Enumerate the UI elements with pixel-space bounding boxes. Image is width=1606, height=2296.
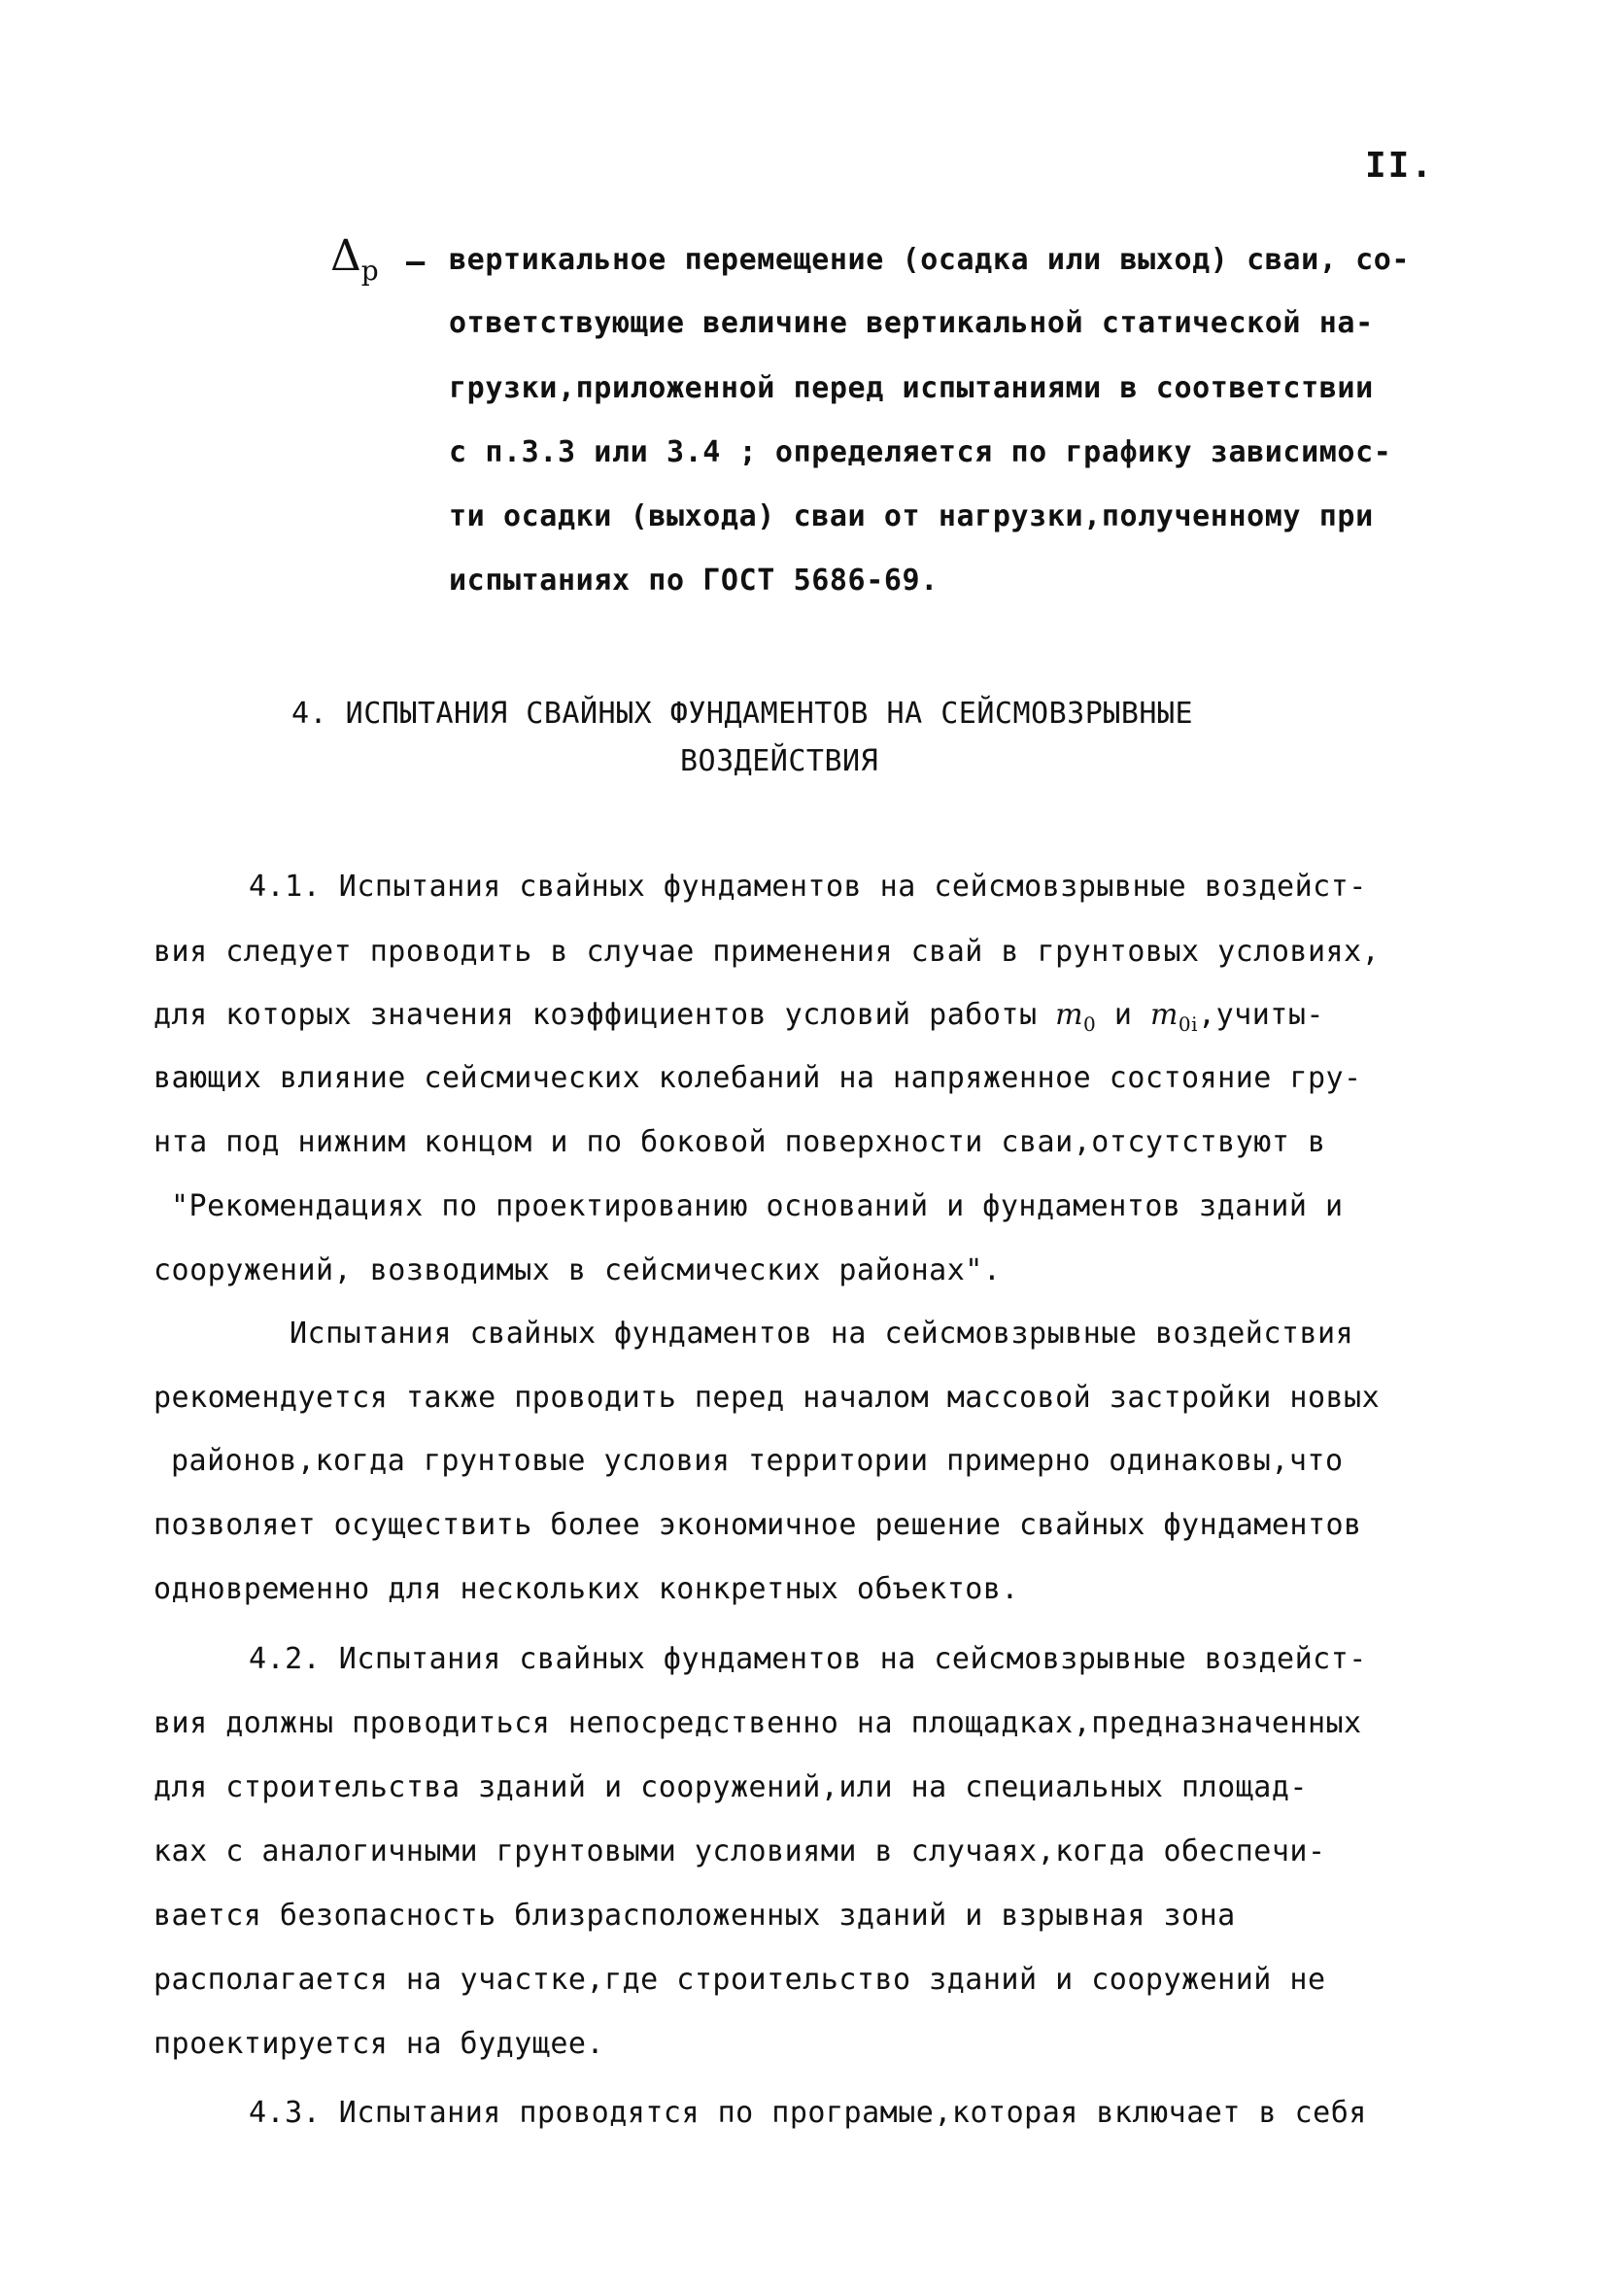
definition-line: с п.3.3 или 3.4 ; определяется по графику зависимос- [449, 435, 1392, 469]
definition-line: ти осадки (выхода) сваи от нагрузки,полученному при [449, 499, 1374, 533]
paragraph-line: одновременно для нескольких конкретных объектов. [154, 1572, 1019, 1606]
paragraph-4-3-line: 4.3. Испытания проводятся по програмые,которая включает в себя [249, 2096, 1367, 2130]
paragraph-4-2-line: вия должны проводиться непосредственно на площадках,предназначенных [154, 1706, 1362, 1740]
definition-line: грузки,приложенной перед испытаниями в соответствии [449, 371, 1374, 405]
paragraph-4-1-line: "Рекомендациях по проектированию оснований и фундаментов зданий и [171, 1189, 1344, 1223]
paragraph-4-1-line: вающих влияние сейсмических колебаний на напряженное состояние гру- [154, 1061, 1362, 1095]
section-heading: 4. ИСПЫТАНИЯ СВАЙНЫХ ФУНДАМЕНТОВ НА СЕЙСМОВЗРЫВНЫЕ [291, 697, 1194, 731]
paragraph-line: позволяет осуществить более экономичное решение свайных фундаментов [154, 1508, 1362, 1542]
paragraph-4-2-line: проектируется на будущее. [154, 2027, 605, 2061]
coefficient-m0i: $m_{0i}$ [1149, 998, 1199, 1036]
paragraph-line: районов,когда грунтовые условия территории примерно одинаковы,что [171, 1444, 1344, 1478]
paragraph-4-2-line: вается безопасность близрасположенных зданий и взрывная зона [154, 1899, 1236, 1933]
paragraph-4-2-line: для строительства зданий и сооружений,или на специальных площад- [154, 1770, 1308, 1804]
paragraph-4-1-line: нта под нижним концом и по боковой поверхности сваи,отсутствуют в [154, 1125, 1326, 1159]
paragraph-line: рекомендуется также проводить перед началом массовой застройки новых [154, 1381, 1381, 1415]
paragraph-4-1-line: сооружений, возводимых в сейсмических районах". [154, 1253, 1002, 1287]
definition-line: ответствующие величине вертикальной статической на- [449, 306, 1374, 340]
delta-symbol: Δ [330, 231, 361, 281]
paragraph-4-1-line: вия следует проводить в случае применения свай в грунтовых условиях, [154, 935, 1381, 969]
definition-line: испытаниях по ГОСТ 5686-69. [449, 564, 939, 598]
definition-line: вертикальное перемещение (осадка или выход) сваи, со- [449, 243, 1411, 277]
paragraph-4-1-text: ,учиты- [1198, 998, 1324, 1032]
paragraph-4-1-line: 4.1. Испытания свайных фундаментов на сейсмовзрывные воздейст- [249, 870, 1367, 904]
paragraph-4-1-line [154, 996, 1324, 1044]
definition-symbol [330, 231, 379, 287]
paragraph-line: Испытания свайных фундаментов на сейсмовзрывные воздействия [290, 1317, 1354, 1351]
delta-subscript: р [360, 254, 379, 287]
section-heading-continued: ВОЗДЕЙСТВИЯ [680, 744, 879, 778]
paragraph-4-2-line: ках с аналогичными грунтовыми условиями в случаях,когда обеспечи- [154, 1834, 1326, 1868]
paragraph-4-1-text: для которых значения коэффициентов условий работы [154, 998, 1038, 1032]
paragraph-4-2-line: располагается на участке,где строительство зданий и сооружений не [154, 1963, 1326, 1997]
page-number: II. [1365, 146, 1435, 186]
definition-dash: – [406, 243, 426, 280]
paragraph-4-2-line: 4.2. Испытания свайных фундаментов на сейсмовзрывные воздейст- [249, 1642, 1367, 1676]
coefficient-m0: $m_0$ [1055, 998, 1097, 1036]
conjunction: и [1113, 998, 1133, 1032]
